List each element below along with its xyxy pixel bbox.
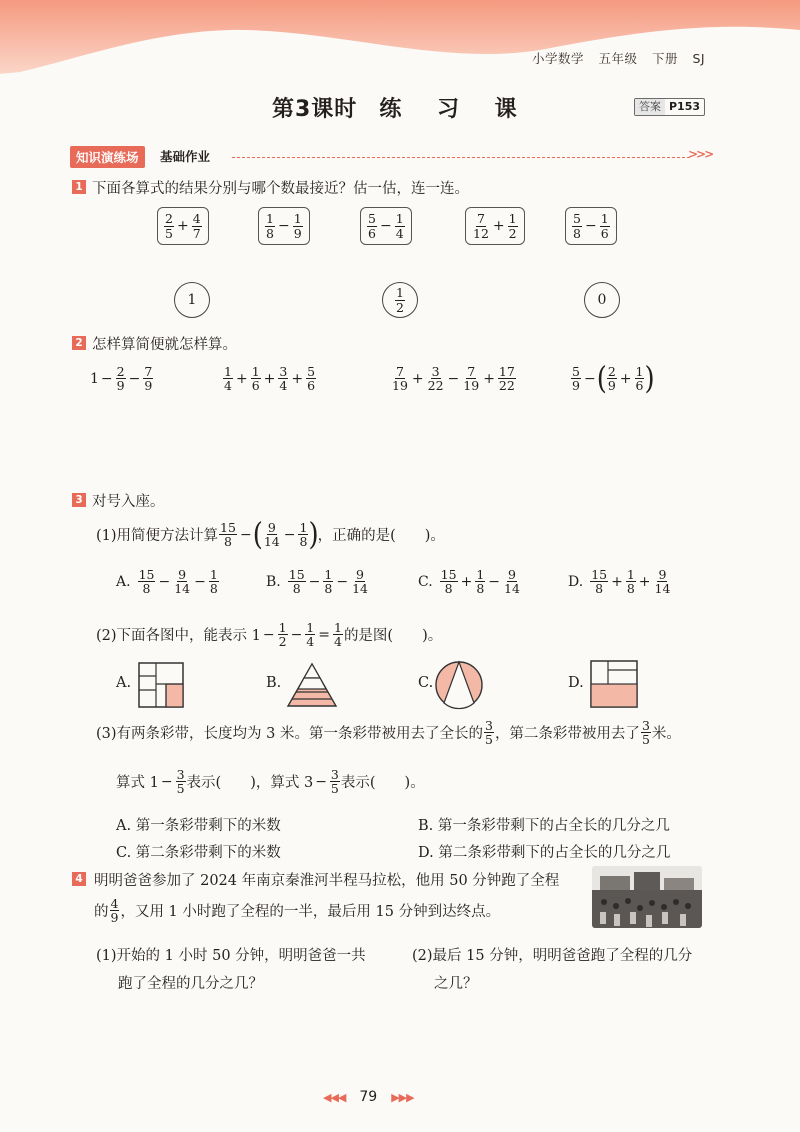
fraction: $\frac{5}{8}$ (573, 211, 581, 241)
fraction: $\frac{3}{5}$ (641, 718, 650, 748)
fraction: $\frac{7}{9}$ (144, 364, 153, 394)
q3-part3-option-d[interactable]: D. 第二条彩带剩下的占全长的几分之几 (418, 845, 671, 861)
fraction: $\frac{1}{9}$ (293, 211, 302, 241)
page-title (272, 92, 531, 123)
q2-expression-2: $\frac{1}{4}$ + $\frac{1}{6}$ + $\frac{3}{4}$ + $\frac{5}{6}$ (224, 364, 316, 394)
section-divider (232, 157, 690, 158)
fraction: $\frac{15}{8}$ (440, 567, 457, 597)
fraction: $\frac{7}{12}$ (473, 211, 489, 241)
fraction: $\frac{1}{8}$ (266, 211, 274, 241)
answer-page: P153 (669, 100, 701, 113)
fraction: $\frac{7}{19}$ (463, 364, 480, 394)
fraction: $\frac{1}{2}$ (396, 285, 404, 315)
fraction: $\frac{1}{8}$ (626, 567, 635, 597)
q3-part3-line2: 算式 1 − $\frac{3}{5}$ 表示( )，算式 3 − $\frac{3}{5}$ 表示( )。 (116, 767, 425, 797)
fraction: $\frac{15}{8}$ (220, 520, 236, 550)
header-meta (532, 49, 715, 67)
q1-expression-3 (360, 207, 412, 245)
answer-reference (634, 98, 705, 116)
question-text: 对号入座。 (92, 494, 165, 510)
header-volume: 下册 (652, 51, 679, 66)
fraction: $\frac{1}{6}$ (600, 211, 609, 241)
q3-part1-prompt: (1)用简便方法计算 $\frac{15}{8}$ − ( $\frac{9}{14}$ − $\frac{1}{8}$ ) ，正确的是( )。 (96, 516, 445, 553)
q3-part3-option-c[interactable]: C. 第二条彩带剩下的米数 (116, 845, 281, 861)
fraction: $\frac{17}{22}$ (498, 364, 515, 394)
q4-sub2-line1: (2)最后 15 分钟，明明爸爸跑了全程的几分 (412, 948, 693, 964)
fraction: $\frac{3}{22}$ (427, 364, 444, 394)
fraction: $\frac{9}{14}$ (263, 520, 280, 550)
page-footer (323, 1089, 414, 1105)
chevrons-right-icon: >>> (688, 147, 713, 161)
q4-sub1-line2: 跑了全程的几分之几？ (118, 976, 263, 992)
fraction: $\frac{3}{5}$ (330, 767, 339, 797)
fraction: $\frac{4}{9}$ (110, 896, 119, 926)
fraction: $\frac{15}{8}$ (591, 567, 608, 597)
q3-part3-option-a[interactable]: A. 第一条彩带剩下的米数 (116, 818, 281, 834)
figure-label-d[interactable]: D. (568, 675, 584, 691)
q3-part1-option-d[interactable]: D. $\frac{15}{8}$ + $\frac{1}{8}$ + $\frac{9}{14}$ (568, 567, 671, 597)
fraction: $\frac{9}{14}$ (654, 567, 671, 597)
marathon-photo (592, 866, 702, 928)
fraction: $\frac{5}{6}$ (307, 364, 316, 394)
q1-expression-1 (157, 207, 209, 245)
q4-sub1-line1: (1)开始的 1 小时 50 分钟，明明爸爸一共 (96, 948, 366, 964)
figure-label-a[interactable]: A. (116, 675, 132, 691)
q2-expression-4: $\frac{5}{9}$ − ( $\frac{2}{9}$ + $\frac{1}{6}$ ) (572, 360, 655, 397)
fraction: $\frac{9}{14}$ (174, 567, 191, 597)
operator: − (277, 218, 290, 234)
q3-part1-option-c[interactable]: C. $\frac{15}{8}$ + $\frac{1}{8}$ − $\frac{9}{14}$ (418, 567, 520, 597)
section-badge: 知识演练场 (70, 146, 145, 168)
fraction: $\frac{5}{6}$ (368, 211, 376, 241)
fraction: $\frac{1}{2}$ (278, 620, 287, 650)
fraction: $\frac{1}{6}$ (635, 364, 644, 394)
q1-target-0[interactable]: 0 (584, 282, 620, 318)
figure-a-rectangle-partition[interactable] (138, 662, 184, 708)
operator: + (176, 218, 189, 234)
fraction: $\frac{1}{4}$ (395, 211, 404, 241)
question-text: 下面各算式的结果分别与哪个数最接近？估一估，连一连。 (92, 181, 469, 197)
question-number: 2 (72, 336, 86, 350)
q1-expression-4 (465, 207, 525, 245)
header-grade: 五年级 (598, 51, 638, 66)
question-number: 1 (72, 180, 86, 194)
fraction: $\frac{1}{6}$ (251, 364, 260, 394)
operator: + (492, 218, 505, 234)
figure-label-c[interactable]: C. (418, 675, 434, 691)
fraction: $\frac{3}{4}$ (279, 364, 288, 394)
header-edition: SJ (692, 51, 706, 66)
fraction: $\frac{4}{7}$ (192, 211, 201, 241)
fraction: $\frac{15}{8}$ (138, 567, 155, 597)
q3-part3-option-b[interactable]: B. 第一条彩带剩下的占全长的几分之几 (418, 818, 670, 834)
q1-expression-5 (565, 207, 617, 245)
fraction: $\frac{7}{19}$ (392, 364, 408, 394)
triangle-left-icon: ◀◀◀ (323, 1090, 346, 1104)
q3-part1-option-a[interactable]: A. $\frac{15}{8}$ − $\frac{9}{14}$ − $\frac{1}{8}$ (116, 567, 218, 597)
figure-c-circle-partition[interactable] (434, 660, 484, 710)
fraction: $\frac{3}{5}$ (176, 767, 185, 797)
lesson-number: 第3课时 (272, 97, 358, 122)
fraction: $\frac{5}{9}$ (572, 364, 580, 394)
question-text: 怎样算简便就怎样算。 (92, 337, 237, 353)
fraction: $\frac{1}{8}$ (299, 520, 308, 550)
header-subject: 小学数学 (532, 51, 585, 66)
lesson-name: 练 习 课 (379, 97, 531, 122)
question-number: 3 (72, 493, 86, 507)
fraction: $\frac{3}{5}$ (484, 718, 493, 748)
q4-sub2-line2: 之几？ (434, 976, 478, 992)
fraction: $\frac{1}{8}$ (476, 567, 485, 597)
q4-line2: 的 $\frac{4}{9}$ ，又用 1 小时跑了全程的一半，最后用 15 分钟到达终点。 (94, 896, 501, 926)
answer-label: 答案 (635, 99, 665, 115)
fraction: $\frac{1}{8}$ (209, 567, 218, 597)
q3-part2-prompt: (2)下面各图中，能表示 1 − $\frac{1}{2}$ − $\frac{1}{4}$ = $\frac{1}{4}$ 的是图( )。 (96, 620, 443, 650)
triangle-right-icon: ▶▶▶ (391, 1090, 414, 1104)
page-number: 79 (359, 1089, 378, 1105)
fraction: $\frac{9}{14}$ (352, 567, 368, 597)
section-subtitle: 基础作业 (160, 149, 211, 164)
fraction: $\frac{2}{9}$ (607, 364, 616, 394)
q1-expression-2 (258, 207, 310, 245)
question-number: 4 (72, 872, 86, 886)
figure-label-b[interactable]: B. (266, 675, 282, 691)
fraction: $\frac{1}{4}$ (306, 620, 315, 650)
q1-target-1[interactable]: 1 (174, 282, 210, 318)
fraction: $\frac{15}{8}$ (288, 567, 305, 597)
q3-part3-line1: (3)有两条彩带，长度均为 3 米。第一条彩带被用去了全长的 $\frac{3}{5}$ ，第二条彩带被用去了 $\frac{3}{5}$ 米。 (96, 718, 681, 748)
fraction: $\frac{2}{5}$ (165, 211, 173, 241)
q3-part1-option-b[interactable]: B. $\frac{15}{8}$ − $\frac{1}{8}$ − $\frac{9}{14}$ (266, 567, 368, 597)
figure-d-square-partition[interactable] (590, 660, 638, 708)
q2-expression-1: 1 − $\frac{2}{9}$ − $\frac{7}{9}$ (90, 364, 153, 394)
fraction: $\frac{1}{8}$ (324, 567, 333, 597)
fraction: $\frac{2}{9}$ (116, 364, 125, 394)
q4-line1: 明明爸爸参加了 2024 年南京秦淮河半程马拉松，他用 50 分钟跑了全程 (94, 873, 560, 889)
figure-b-triangle-partition[interactable] (286, 662, 338, 708)
operator: − (584, 218, 597, 234)
fraction: $\frac{1}{4}$ (333, 620, 342, 650)
q2-expression-3: $\frac{7}{19}$ + $\frac{3}{22}$ − $\frac{7}{19}$ + $\frac{17}{22}$ (392, 364, 515, 394)
fraction: $\frac{1}{4}$ (224, 364, 232, 394)
operator: − (379, 218, 392, 234)
q1-target-half[interactable] (382, 282, 418, 318)
fraction: $\frac{9}{14}$ (504, 567, 520, 597)
fraction: $\frac{1}{2}$ (508, 211, 517, 241)
